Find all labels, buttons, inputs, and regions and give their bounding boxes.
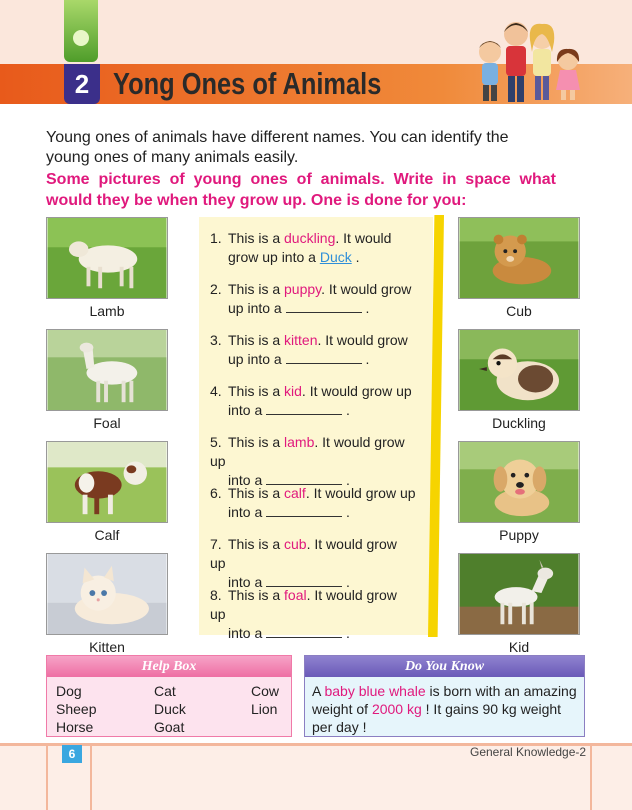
young-animal-name: cub (284, 536, 307, 552)
young-animal-name: calf (284, 485, 306, 501)
young-animal-name: foal (284, 587, 307, 603)
answer-blank[interactable] (266, 404, 342, 415)
cub-photo (458, 217, 580, 299)
kitten-caption: Kitten (89, 639, 125, 655)
help-box (46, 655, 292, 737)
question-item: 5. This is a lamb. It would grow up into a . (210, 434, 405, 488)
help-word: Cat (154, 683, 176, 699)
lamb-caption: Lamb (89, 303, 125, 319)
help-box-title: Help Box (47, 656, 291, 677)
highlight-weight: 2000 kg (371, 701, 422, 717)
question-item: 7. This is a cub. It would grow up into a . (210, 536, 397, 590)
answer-blank[interactable] (286, 302, 362, 313)
help-word: Duck (154, 701, 186, 717)
foal-photo (46, 329, 168, 411)
question-item: 3. This is a kitten. It would grow up into a . (210, 332, 408, 367)
book-title: General Knowledge-2 (470, 745, 587, 759)
help-word: Dog (56, 683, 82, 699)
calf-caption: Calf (94, 527, 120, 543)
chapter-number: 2 (64, 64, 100, 104)
question-item: 4. This is a kid. It would grow up into a . (210, 383, 412, 418)
answer-text: Duck (319, 249, 352, 265)
calf-photo (46, 441, 168, 523)
chapter-title: Yong Ones of Animals (113, 66, 382, 101)
cub-caption: Cub (506, 303, 532, 319)
kid-goat-photo (458, 553, 580, 635)
young-animal-name: puppy (284, 281, 322, 297)
duckling-photo (458, 329, 580, 411)
answer-blank[interactable] (266, 506, 342, 517)
intro-paragraph: Young ones of animals have different names. You can identify the young ones of many animals easily. (46, 129, 509, 166)
cartoon-family-illustration (468, 12, 598, 106)
do-you-know-box (304, 655, 585, 737)
answer-blank[interactable] (286, 353, 362, 364)
question-item: 2. This is a puppy. It would grow up into a . (210, 281, 412, 316)
puppy-caption: Puppy (499, 527, 539, 543)
help-word: Lion (251, 701, 278, 717)
duckling-caption: Duckling (492, 415, 546, 431)
help-word: Cow (251, 683, 280, 699)
question-item: 1. This is a duckling. It would grow up into a Duck . (210, 230, 392, 265)
footer-divider (90, 746, 92, 810)
young-animal-name: lamb (284, 434, 315, 450)
footer-divider (590, 746, 592, 810)
kid-caption: Kid (508, 639, 530, 655)
do-you-know-title: Do You Know (305, 656, 584, 677)
help-word: Sheep (56, 701, 97, 717)
lamb-photo (46, 217, 168, 299)
page-number: 6 (62, 745, 82, 763)
kitten-photo (46, 553, 168, 635)
do-you-know-text: A baby blue whale is born with an amazing weight of 2000 kg ! It gains 90 kg weight per day ! (312, 683, 577, 735)
young-animal-name: kitten (284, 332, 318, 348)
young-animal-name: duckling (284, 230, 336, 246)
highlight-whale: baby blue whale (324, 683, 426, 699)
foal-caption: Foal (93, 415, 121, 431)
help-word: Goat (154, 719, 185, 735)
footer-divider (46, 746, 48, 810)
question-item: 8. This is a foal. It would grow up into a . (210, 587, 397, 641)
answer-blank[interactable] (266, 627, 342, 638)
help-word: Horse (56, 719, 94, 735)
task-instruction: Some pictures of young ones of animals. Write in space what would they be when they grow up. One is done for you: (46, 171, 556, 209)
puppy-photo (458, 441, 580, 523)
chapter-tab-decoration (64, 0, 98, 62)
question-item: 6. This is a calf. It would grow up into a . (210, 485, 416, 520)
young-animal-name: kid (284, 383, 302, 399)
